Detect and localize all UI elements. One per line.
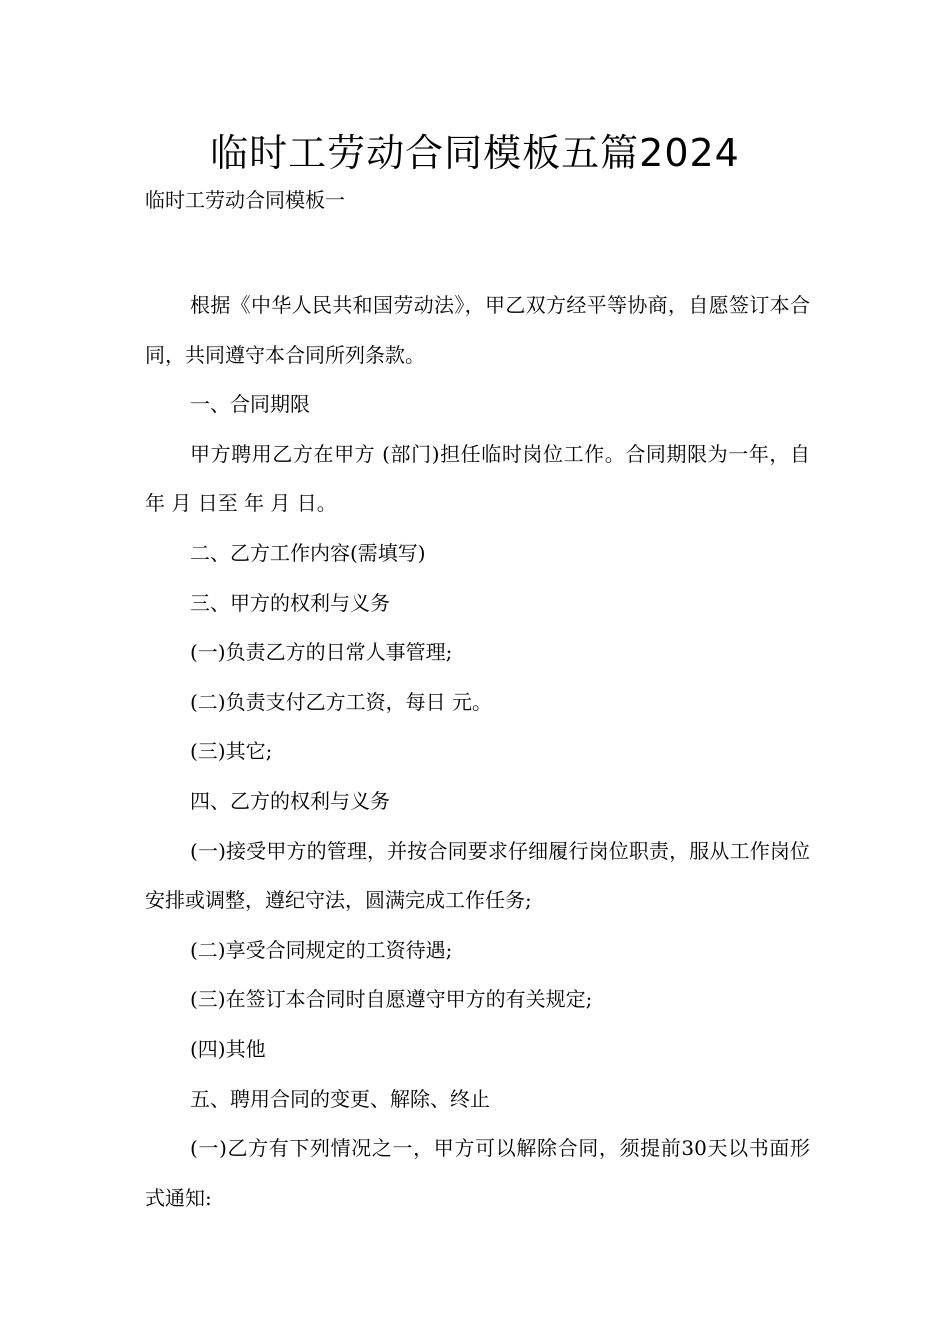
heading-contract-change: 五、聘用合同的变更、解除、终止 bbox=[190, 1086, 490, 1111]
document-title: 临时工劳动合同模板五篇2024 bbox=[210, 131, 740, 175]
list-item-party-b-4: (四)其他 bbox=[190, 1036, 266, 1061]
contract-body bbox=[145, 281, 810, 1223]
heading-contract-term: 一、合同期限 bbox=[190, 392, 310, 417]
list-item-party-a-3: (三)其它; bbox=[190, 739, 273, 764]
list-item-contract-change-1: (一)乙方有下列情况之一，甲方可以解除合同，须提前30天以书面形式通知: bbox=[145, 1136, 810, 1210]
section-title: 临时工劳动合同模板一 bbox=[145, 188, 345, 212]
list-item-party-a-2: (二)负责支付乙方工资，每日 元。 bbox=[190, 689, 492, 714]
heading-party-a-rights: 三、甲方的权利与义务 bbox=[190, 590, 390, 615]
list-item-party-b-2: (二)享受合同规定的工资待遇; bbox=[190, 937, 453, 962]
list-item-party-b-1: (一)接受甲方的管理，并按合同要求仔细履行岗位职责，服从工作岗位安排或调整，遵纪守法，圆满完成工作任务; bbox=[145, 838, 810, 913]
heading-work-content: 二、乙方工作内容(需填写) bbox=[190, 540, 426, 565]
list-item-party-b-3: (三)在签订本合同时自愿遵守甲方的有关规定; bbox=[190, 987, 593, 1012]
paragraph-contract-term: 甲方聘用乙方在甲方 (部门)担任临时岗位工作。合同期限为一年，自 年 月 日至 年 月 日。 bbox=[145, 441, 810, 516]
heading-party-b-rights: 四、乙方的权利与义务 bbox=[190, 788, 390, 813]
list-item-party-a-1: (一)负责乙方的日常人事管理; bbox=[190, 640, 453, 665]
paragraph-preamble: 根据《中华人民共和国劳动法》，甲乙双方经平等协商，自愿签订本合同，共同遵守本合同所列条款。 bbox=[145, 293, 810, 367]
